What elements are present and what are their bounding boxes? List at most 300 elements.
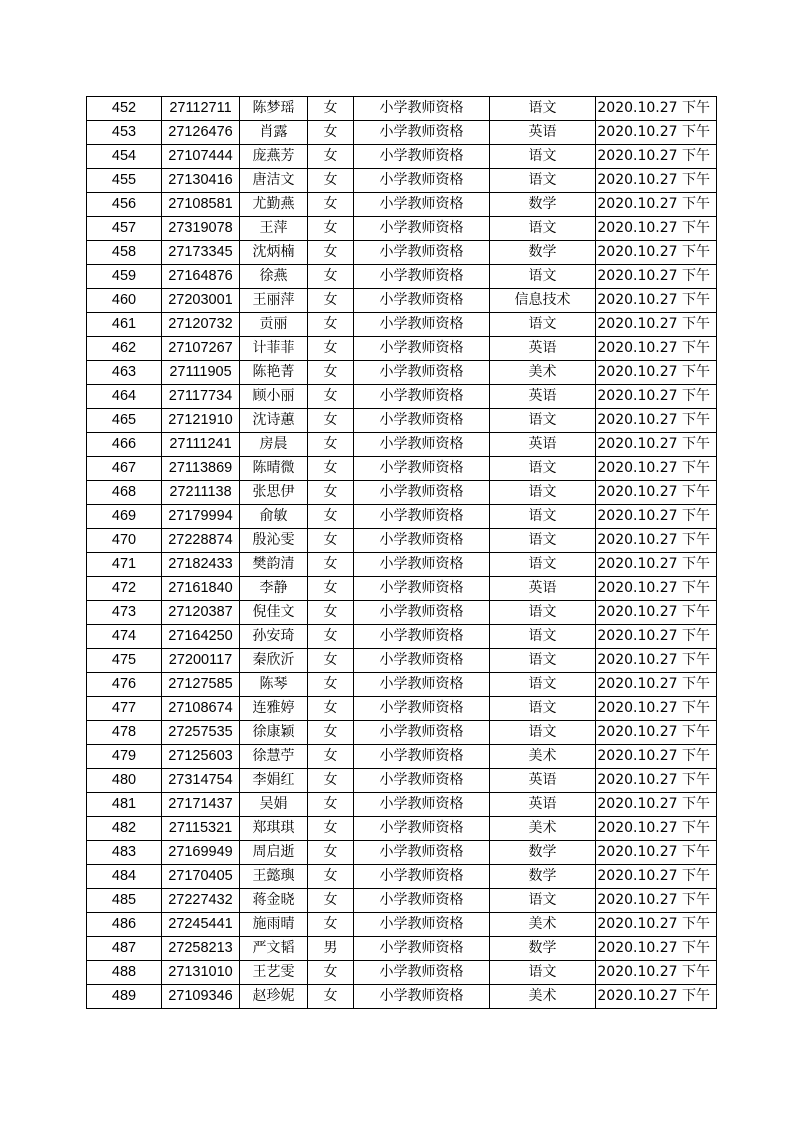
table-row — [87, 169, 717, 193]
candidate-id-cell: 27127585 — [162, 673, 240, 697]
candidate-name-cell: 李娟红 — [240, 769, 308, 793]
subject-cell: 英语 — [490, 385, 596, 409]
candidate-id-cell: 27161840 — [162, 577, 240, 601]
gender-cell: 女 — [308, 505, 354, 529]
qualification-type-cell: 小学教师资格 — [354, 793, 490, 817]
subject-cell: 语文 — [490, 265, 596, 289]
exam-time-cell: 2020.10.27 下午 — [596, 337, 717, 361]
subject-cell: 美术 — [490, 745, 596, 769]
subject-cell: 美术 — [490, 361, 596, 385]
gender-cell: 女 — [308, 769, 354, 793]
row-number-cell: 466 — [87, 433, 162, 457]
qualification-type-cell: 小学教师资格 — [354, 601, 490, 625]
table-row — [87, 649, 717, 673]
gender-cell: 女 — [308, 553, 354, 577]
row-number-cell: 460 — [87, 289, 162, 313]
exam-time-cell: 2020.10.27 下午 — [596, 937, 717, 961]
candidate-id-cell: 27107444 — [162, 145, 240, 169]
table-row — [87, 193, 717, 217]
exam-time-cell: 2020.10.27 下午 — [596, 865, 717, 889]
candidate-id-cell: 27113869 — [162, 457, 240, 481]
row-number-cell: 478 — [87, 721, 162, 745]
exam-time-cell: 2020.10.27 下午 — [596, 625, 717, 649]
table-row — [87, 889, 717, 913]
gender-cell: 女 — [308, 217, 354, 241]
candidate-name-cell: 俞敏 — [240, 505, 308, 529]
row-number-cell: 475 — [87, 649, 162, 673]
exam-time-cell: 2020.10.27 下午 — [596, 121, 717, 145]
candidate-name-cell: 李静 — [240, 577, 308, 601]
candidate-id-cell: 27171437 — [162, 793, 240, 817]
candidate-name-cell: 孙安琦 — [240, 625, 308, 649]
table-row — [87, 241, 717, 265]
candidate-id-cell: 27170405 — [162, 865, 240, 889]
candidate-id-cell: 27120387 — [162, 601, 240, 625]
candidate-name-cell: 肖露 — [240, 121, 308, 145]
candidate-table — [86, 96, 717, 1009]
gender-cell: 女 — [308, 457, 354, 481]
qualification-type-cell: 小学教师资格 — [354, 289, 490, 313]
candidate-id-cell: 27314754 — [162, 769, 240, 793]
candidate-name-cell: 施雨晴 — [240, 913, 308, 937]
qualification-type-cell: 小学教师资格 — [354, 121, 490, 145]
qualification-type-cell: 小学教师资格 — [354, 865, 490, 889]
row-number-cell: 486 — [87, 913, 162, 937]
gender-cell: 女 — [308, 841, 354, 865]
gender-cell: 女 — [308, 985, 354, 1009]
qualification-type-cell: 小学教师资格 — [354, 697, 490, 721]
subject-cell: 语文 — [490, 169, 596, 193]
table-row — [87, 481, 717, 505]
gender-cell: 女 — [308, 913, 354, 937]
table-row — [87, 625, 717, 649]
qualification-type-cell: 小学教师资格 — [354, 649, 490, 673]
gender-cell: 女 — [308, 145, 354, 169]
exam-time-cell: 2020.10.27 下午 — [596, 289, 717, 313]
row-number-cell: 463 — [87, 361, 162, 385]
qualification-type-cell: 小学教师资格 — [354, 913, 490, 937]
row-number-cell: 454 — [87, 145, 162, 169]
row-number-cell: 458 — [87, 241, 162, 265]
table-row — [87, 385, 717, 409]
subject-cell: 语文 — [490, 217, 596, 241]
exam-time-cell: 2020.10.27 下午 — [596, 649, 717, 673]
table-row — [87, 769, 717, 793]
qualification-type-cell: 小学教师资格 — [354, 721, 490, 745]
qualification-type-cell: 小学教师资格 — [354, 385, 490, 409]
table-body — [87, 97, 717, 1009]
candidate-name-cell: 蒋金晓 — [240, 889, 308, 913]
qualification-type-cell: 小学教师资格 — [354, 265, 490, 289]
qualification-type-cell: 小学教师资格 — [354, 937, 490, 961]
exam-time-cell: 2020.10.27 下午 — [596, 841, 717, 865]
gender-cell: 女 — [308, 97, 354, 121]
row-number-cell: 481 — [87, 793, 162, 817]
subject-cell: 语文 — [490, 889, 596, 913]
gender-cell: 女 — [308, 481, 354, 505]
exam-time-cell: 2020.10.27 下午 — [596, 721, 717, 745]
qualification-type-cell: 小学教师资格 — [354, 457, 490, 481]
table-row — [87, 553, 717, 577]
candidate-name-cell: 唐洁文 — [240, 169, 308, 193]
subject-cell: 语文 — [490, 505, 596, 529]
exam-time-cell: 2020.10.27 下午 — [596, 97, 717, 121]
candidate-id-cell: 27182433 — [162, 553, 240, 577]
candidate-name-cell: 王懿璵 — [240, 865, 308, 889]
gender-cell: 女 — [308, 313, 354, 337]
subject-cell: 语文 — [490, 481, 596, 505]
candidate-id-cell: 27126476 — [162, 121, 240, 145]
candidate-id-cell: 27179994 — [162, 505, 240, 529]
subject-cell: 美术 — [490, 985, 596, 1009]
qualification-type-cell: 小学教师资格 — [354, 241, 490, 265]
candidate-id-cell: 27117734 — [162, 385, 240, 409]
row-number-cell: 467 — [87, 457, 162, 481]
row-number-cell: 462 — [87, 337, 162, 361]
candidate-id-cell: 27108674 — [162, 697, 240, 721]
table-row — [87, 433, 717, 457]
gender-cell: 女 — [308, 961, 354, 985]
subject-cell: 数学 — [490, 937, 596, 961]
row-number-cell: 487 — [87, 937, 162, 961]
candidate-id-cell: 27121910 — [162, 409, 240, 433]
candidate-id-cell: 27258213 — [162, 937, 240, 961]
exam-time-cell: 2020.10.27 下午 — [596, 913, 717, 937]
gender-cell: 女 — [308, 241, 354, 265]
candidate-id-cell: 27115321 — [162, 817, 240, 841]
table-row — [87, 217, 717, 241]
table-row — [87, 529, 717, 553]
exam-time-cell: 2020.10.27 下午 — [596, 889, 717, 913]
subject-cell: 语文 — [490, 673, 596, 697]
subject-cell: 语文 — [490, 601, 596, 625]
subject-cell: 语文 — [490, 97, 596, 121]
gender-cell: 女 — [308, 337, 354, 361]
candidate-id-cell: 27107267 — [162, 337, 240, 361]
candidate-name-cell: 计菲菲 — [240, 337, 308, 361]
subject-cell: 信息技术 — [490, 289, 596, 313]
gender-cell: 女 — [308, 409, 354, 433]
qualification-type-cell: 小学教师资格 — [354, 433, 490, 457]
gender-cell: 女 — [308, 673, 354, 697]
exam-time-cell: 2020.10.27 下午 — [596, 793, 717, 817]
row-number-cell: 484 — [87, 865, 162, 889]
table-row — [87, 985, 717, 1009]
subject-cell: 数学 — [490, 193, 596, 217]
row-number-cell: 459 — [87, 265, 162, 289]
qualification-type-cell: 小学教师资格 — [354, 169, 490, 193]
qualification-type-cell: 小学教师资格 — [354, 961, 490, 985]
exam-time-cell: 2020.10.27 下午 — [596, 481, 717, 505]
candidate-name-cell: 贡丽 — [240, 313, 308, 337]
subject-cell: 美术 — [490, 817, 596, 841]
row-number-cell: 465 — [87, 409, 162, 433]
qualification-type-cell: 小学教师资格 — [354, 529, 490, 553]
table-row — [87, 865, 717, 889]
qualification-type-cell: 小学教师资格 — [354, 361, 490, 385]
row-number-cell: 453 — [87, 121, 162, 145]
subject-cell: 数学 — [490, 865, 596, 889]
row-number-cell: 452 — [87, 97, 162, 121]
candidate-name-cell: 陈晴微 — [240, 457, 308, 481]
qualification-type-cell: 小学教师资格 — [354, 745, 490, 769]
candidate-id-cell: 27112711 — [162, 97, 240, 121]
subject-cell: 英语 — [490, 433, 596, 457]
candidate-id-cell: 27131010 — [162, 961, 240, 985]
candidate-name-cell: 徐慧苧 — [240, 745, 308, 769]
exam-time-cell: 2020.10.27 下午 — [596, 697, 717, 721]
qualification-type-cell: 小学教师资格 — [354, 481, 490, 505]
gender-cell: 女 — [308, 577, 354, 601]
table-row — [87, 265, 717, 289]
subject-cell: 语文 — [490, 649, 596, 673]
subject-cell: 语文 — [490, 529, 596, 553]
qualification-type-cell: 小学教师资格 — [354, 337, 490, 361]
exam-time-cell: 2020.10.27 下午 — [596, 241, 717, 265]
gender-cell: 女 — [308, 361, 354, 385]
subject-cell: 数学 — [490, 841, 596, 865]
exam-time-cell: 2020.10.27 下午 — [596, 505, 717, 529]
qualification-type-cell: 小学教师资格 — [354, 841, 490, 865]
gender-cell: 女 — [308, 697, 354, 721]
gender-cell: 女 — [308, 649, 354, 673]
gender-cell: 男 — [308, 937, 354, 961]
exam-time-cell: 2020.10.27 下午 — [596, 265, 717, 289]
candidate-name-cell: 张思伊 — [240, 481, 308, 505]
exam-time-cell: 2020.10.27 下午 — [596, 169, 717, 193]
exam-time-cell: 2020.10.27 下午 — [596, 217, 717, 241]
exam-time-cell: 2020.10.27 下午 — [596, 433, 717, 457]
table-row — [87, 97, 717, 121]
candidate-name-cell: 秦欣沂 — [240, 649, 308, 673]
candidate-id-cell: 27130416 — [162, 169, 240, 193]
row-number-cell: 461 — [87, 313, 162, 337]
exam-time-cell: 2020.10.27 下午 — [596, 145, 717, 169]
subject-cell: 语文 — [490, 457, 596, 481]
candidate-name-cell: 吴娟 — [240, 793, 308, 817]
table-row — [87, 577, 717, 601]
row-number-cell: 488 — [87, 961, 162, 985]
candidate-name-cell: 樊韵清 — [240, 553, 308, 577]
candidate-name-cell: 陈梦瑶 — [240, 97, 308, 121]
gender-cell: 女 — [308, 721, 354, 745]
qualification-type-cell: 小学教师资格 — [354, 625, 490, 649]
exam-time-cell: 2020.10.27 下午 — [596, 769, 717, 793]
table-row — [87, 745, 717, 769]
table-row — [87, 313, 717, 337]
subject-cell: 语文 — [490, 721, 596, 745]
gender-cell: 女 — [308, 193, 354, 217]
subject-cell: 英语 — [490, 793, 596, 817]
gender-cell: 女 — [308, 169, 354, 193]
exam-time-cell: 2020.10.27 下午 — [596, 361, 717, 385]
table-row — [87, 817, 717, 841]
gender-cell: 女 — [308, 625, 354, 649]
candidate-name-cell: 陈艳菁 — [240, 361, 308, 385]
subject-cell: 英语 — [490, 577, 596, 601]
candidate-name-cell: 庞燕芳 — [240, 145, 308, 169]
exam-time-cell: 2020.10.27 下午 — [596, 577, 717, 601]
subject-cell: 语文 — [490, 625, 596, 649]
gender-cell: 女 — [308, 385, 354, 409]
candidate-id-cell: 27319078 — [162, 217, 240, 241]
table-row — [87, 601, 717, 625]
qualification-type-cell: 小学教师资格 — [354, 769, 490, 793]
gender-cell: 女 — [308, 793, 354, 817]
subject-cell: 语文 — [490, 553, 596, 577]
candidate-name-cell: 顾小丽 — [240, 385, 308, 409]
candidate-id-cell: 27203001 — [162, 289, 240, 313]
candidate-name-cell: 倪佳文 — [240, 601, 308, 625]
exam-time-cell: 2020.10.27 下午 — [596, 193, 717, 217]
row-number-cell: 480 — [87, 769, 162, 793]
row-number-cell: 455 — [87, 169, 162, 193]
row-number-cell: 489 — [87, 985, 162, 1009]
subject-cell: 英语 — [490, 769, 596, 793]
candidate-name-cell: 王丽萍 — [240, 289, 308, 313]
subject-cell: 语文 — [490, 961, 596, 985]
candidate-id-cell: 27164876 — [162, 265, 240, 289]
qualification-type-cell: 小学教师资格 — [354, 145, 490, 169]
gender-cell: 女 — [308, 121, 354, 145]
candidate-name-cell: 王萍 — [240, 217, 308, 241]
candidate-name-cell: 殷沁雯 — [240, 529, 308, 553]
candidate-id-cell: 27169949 — [162, 841, 240, 865]
subject-cell: 英语 — [490, 337, 596, 361]
qualification-type-cell: 小学教师资格 — [354, 889, 490, 913]
candidate-id-cell: 27257535 — [162, 721, 240, 745]
table-row — [87, 697, 717, 721]
subject-cell: 语文 — [490, 313, 596, 337]
qualification-type-cell: 小学教师资格 — [354, 409, 490, 433]
row-number-cell: 482 — [87, 817, 162, 841]
exam-time-cell: 2020.10.27 下午 — [596, 385, 717, 409]
table-row — [87, 505, 717, 529]
table-row — [87, 793, 717, 817]
candidate-name-cell: 严文韬 — [240, 937, 308, 961]
table-row — [87, 145, 717, 169]
gender-cell: 女 — [308, 745, 354, 769]
qualification-type-cell: 小学教师资格 — [354, 673, 490, 697]
row-number-cell: 456 — [87, 193, 162, 217]
row-number-cell: 474 — [87, 625, 162, 649]
row-number-cell: 468 — [87, 481, 162, 505]
qualification-type-cell: 小学教师资格 — [354, 313, 490, 337]
exam-time-cell: 2020.10.27 下午 — [596, 313, 717, 337]
candidate-id-cell: 27200117 — [162, 649, 240, 673]
candidate-id-cell: 27211138 — [162, 481, 240, 505]
table-row — [87, 457, 717, 481]
candidate-id-cell: 27120732 — [162, 313, 240, 337]
subject-cell: 语文 — [490, 145, 596, 169]
candidate-name-cell: 徐燕 — [240, 265, 308, 289]
candidate-id-cell: 27108581 — [162, 193, 240, 217]
subject-cell: 语文 — [490, 697, 596, 721]
exam-time-cell: 2020.10.27 下午 — [596, 553, 717, 577]
candidate-id-cell: 27111905 — [162, 361, 240, 385]
candidate-name-cell: 郑琪琪 — [240, 817, 308, 841]
table-row — [87, 961, 717, 985]
table-row — [87, 289, 717, 313]
table-row — [87, 121, 717, 145]
table-row — [87, 361, 717, 385]
candidate-id-cell: 27111241 — [162, 433, 240, 457]
row-number-cell: 483 — [87, 841, 162, 865]
candidate-name-cell: 沈诗蕙 — [240, 409, 308, 433]
qualification-type-cell: 小学教师资格 — [354, 217, 490, 241]
qualification-type-cell: 小学教师资格 — [354, 817, 490, 841]
row-number-cell: 457 — [87, 217, 162, 241]
candidate-id-cell: 27125603 — [162, 745, 240, 769]
qualification-type-cell: 小学教师资格 — [354, 553, 490, 577]
exam-time-cell: 2020.10.27 下午 — [596, 745, 717, 769]
qualification-type-cell: 小学教师资格 — [354, 193, 490, 217]
candidate-id-cell: 27228874 — [162, 529, 240, 553]
exam-time-cell: 2020.10.27 下午 — [596, 817, 717, 841]
candidate-id-cell: 27245441 — [162, 913, 240, 937]
candidate-id-cell: 27109346 — [162, 985, 240, 1009]
candidate-name-cell: 连雅婷 — [240, 697, 308, 721]
candidate-name-cell: 周启逝 — [240, 841, 308, 865]
qualification-type-cell: 小学教师资格 — [354, 97, 490, 121]
gender-cell: 女 — [308, 433, 354, 457]
gender-cell: 女 — [308, 889, 354, 913]
qualification-type-cell: 小学教师资格 — [354, 505, 490, 529]
exam-time-cell: 2020.10.27 下午 — [596, 409, 717, 433]
row-number-cell: 477 — [87, 697, 162, 721]
candidate-name-cell: 徐康颖 — [240, 721, 308, 745]
gender-cell: 女 — [308, 865, 354, 889]
exam-time-cell: 2020.10.27 下午 — [596, 529, 717, 553]
candidate-name-cell: 王艺雯 — [240, 961, 308, 985]
exam-time-cell: 2020.10.27 下午 — [596, 985, 717, 1009]
table-row — [87, 337, 717, 361]
subject-cell: 数学 — [490, 241, 596, 265]
row-number-cell: 473 — [87, 601, 162, 625]
row-number-cell: 485 — [87, 889, 162, 913]
exam-time-cell: 2020.10.27 下午 — [596, 673, 717, 697]
qualification-type-cell: 小学教师资格 — [354, 985, 490, 1009]
exam-time-cell: 2020.10.27 下午 — [596, 961, 717, 985]
row-number-cell: 472 — [87, 577, 162, 601]
gender-cell: 女 — [308, 529, 354, 553]
candidate-id-cell: 27173345 — [162, 241, 240, 265]
table-row — [87, 913, 717, 937]
row-number-cell: 476 — [87, 673, 162, 697]
table-row — [87, 721, 717, 745]
candidate-id-cell: 27227432 — [162, 889, 240, 913]
gender-cell: 女 — [308, 265, 354, 289]
candidate-name-cell: 房晨 — [240, 433, 308, 457]
gender-cell: 女 — [308, 601, 354, 625]
candidate-id-cell: 27164250 — [162, 625, 240, 649]
candidate-name-cell: 赵珍妮 — [240, 985, 308, 1009]
subject-cell: 英语 — [490, 121, 596, 145]
row-number-cell: 479 — [87, 745, 162, 769]
exam-time-cell: 2020.10.27 下午 — [596, 457, 717, 481]
candidate-name-cell: 尤勤燕 — [240, 193, 308, 217]
candidate-name-cell: 沈炳楠 — [240, 241, 308, 265]
subject-cell: 语文 — [490, 409, 596, 433]
subject-cell: 美术 — [490, 913, 596, 937]
candidate-name-cell: 陈琴 — [240, 673, 308, 697]
table-row — [87, 841, 717, 865]
gender-cell: 女 — [308, 817, 354, 841]
table-row — [87, 673, 717, 697]
row-number-cell: 464 — [87, 385, 162, 409]
row-number-cell: 471 — [87, 553, 162, 577]
row-number-cell: 470 — [87, 529, 162, 553]
